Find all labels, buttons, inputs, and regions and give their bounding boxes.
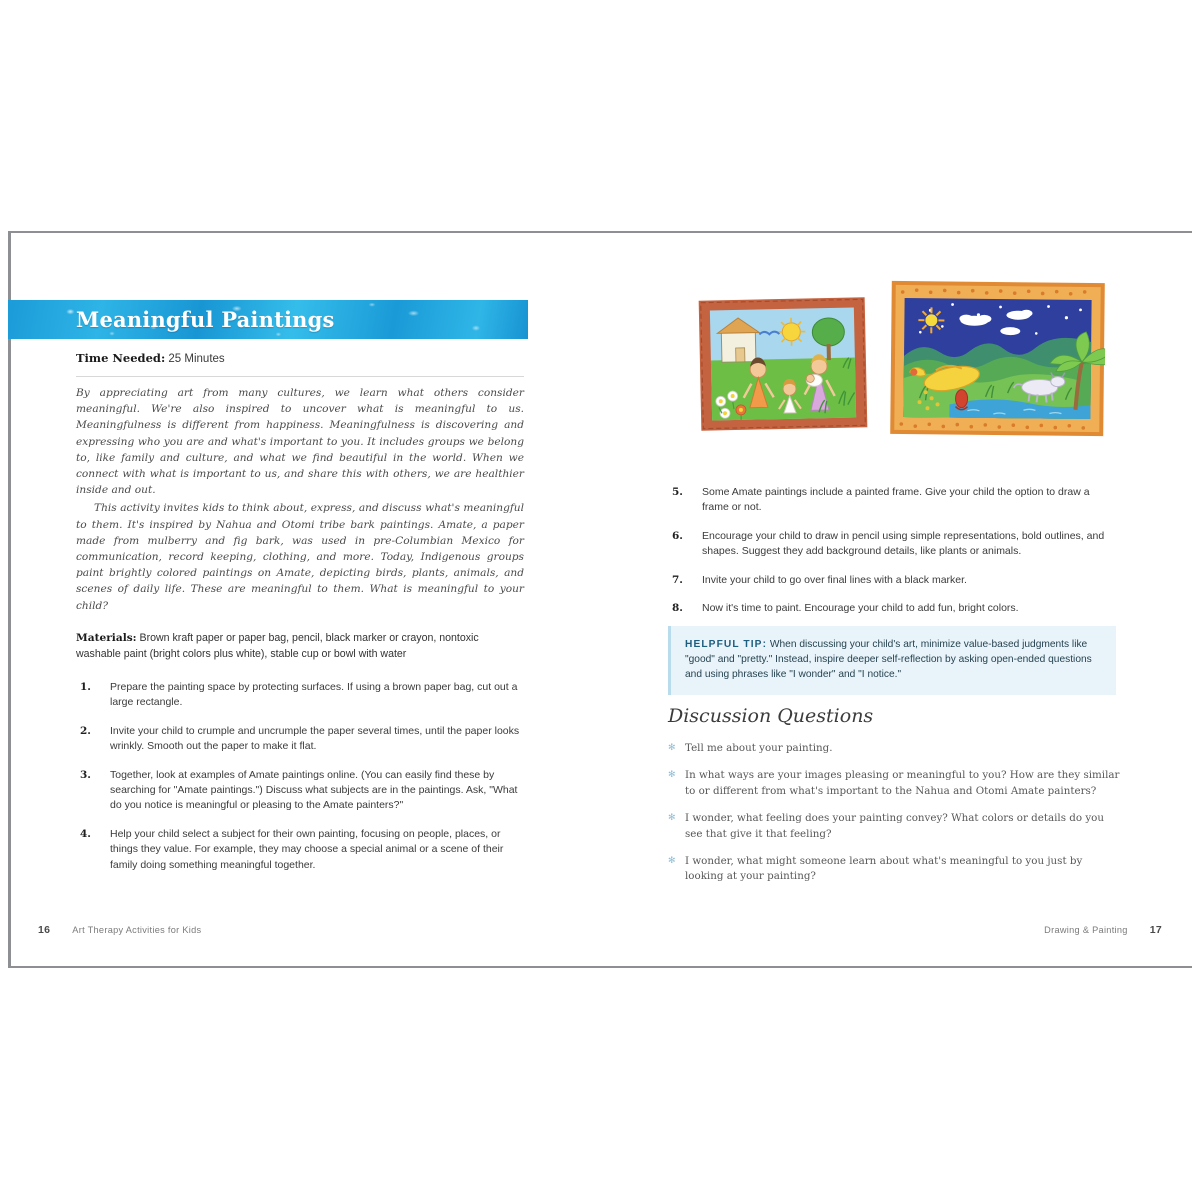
step-text: Together, look at examples of Amate paintings online. (You can easily find these by searching for "Amate paintings.") Discuss what subjects are in the paintings. Ask, "What do you notice is meaningful or pleasing to the Amate painters?" [110,768,518,812]
page-number-left: 16 [38,924,51,936]
step-text: Now it's time to paint. Encourage your child to add fun, bright colors. [702,602,1019,615]
step-number: 8. [672,602,683,615]
helpful-tip-box [668,626,1116,695]
intro-text [76,385,524,614]
question-text: I wonder, what might someone learn about what's meaningful to you just by looking at your painting? [685,855,1083,883]
tip-label: HELPFUL TIP: [685,639,768,650]
instruction-step [76,680,524,711]
step-text: Prepare the painting space by protecting surfaces. If using a brown paper bag, cut out a large rectangle. [110,681,518,709]
instruction-step [76,724,524,755]
question-text: Tell me about your painting. [685,742,833,754]
discussion-questions-list [668,741,1120,897]
materials-value: Brown kraft paper or paper bag, pencil, black marker or crayon, nontoxic washable paint (bright colors plus white), stable cup or bowl with water [76,632,479,660]
footer-left [38,924,201,936]
materials-label: Materials: [76,632,137,644]
question-text: In what ways are your images pleasing or meaningful to you? How are they similar to or different from what's important to the Nahua and Otomi Amate painters? [685,769,1120,797]
tip-text: When discussing your child's art, minimize value-based judgments like "good" and "pretty." Instead, inspire deeper self-reflection by asking open-ended questions and using phrases like "I wonder" and "I notice." [685,639,1092,681]
question-text: I wonder, what feeling does your painting convey? What colors or details do you see that give it that feeling? [685,812,1104,840]
activity-title-banner [8,300,528,339]
step-number: 5. [672,486,683,498]
book-title-footer: Art Therapy Activities for Kids [72,925,202,935]
step-text: Some Amate paintings include a painted frame. Give your child the option to draw a frame or not. [702,486,1090,514]
materials-line [76,631,524,662]
right-page [600,233,1192,966]
instruction-steps-left [76,680,524,886]
time-needed-label: Time Needed: [76,351,166,365]
step-text: Invite your child to go over final lines with a black marker. [702,573,967,586]
step-number: 7. [672,573,683,586]
step-number: 6. [672,529,683,542]
intro-paragraph-1: By appreciating art from many cultures, we learn what others consider meaningful. We're also inspired to uncover what is meaningful to us. Meaningfulness is different from happiness. Meaningfulness is discovering and expressing who you are and what's important to you. It includes groups we belong to, like family and culture, and what we find beautiful in the world. When we connect with what is important to us, and share this with others, we are healthier inside and out. [76,387,524,497]
section-title-footer: Drawing & Painting [1044,925,1128,935]
page-number-right: 17 [1149,924,1162,936]
bullet-icon: ✻ [668,743,676,753]
discussion-question [668,854,1120,885]
footer-right [1044,924,1162,936]
page-title: Meaningful Paintings [76,307,335,332]
step-number: 2. [80,724,91,737]
bullet-icon: ✻ [668,770,676,781]
bullet-icon: ✻ [668,813,676,824]
left-page [8,233,600,966]
instruction-step [668,529,1116,560]
discussion-question [668,741,1120,756]
instruction-steps-right [668,485,1116,629]
artwork-area [600,275,1192,455]
instruction-step [668,485,1116,516]
step-text: Help your child select a subject for their own painting, focusing on people, places, or things they value. For example, they may choose a special animal or a scene of their family doing something meaningful together. [110,827,504,871]
time-needed-value: 25 Minutes [165,353,225,365]
divider-rule [76,376,524,377]
discussion-question [668,811,1120,842]
discussion-questions-heading: Discussion Questions [668,705,874,727]
family-scene-painting [697,295,870,433]
instruction-step [668,573,1116,588]
intro-paragraph-2: This activity invites kids to think about, express, and discuss what's meaningful to them. It's inspired by Nahua and Otomi tribe bark paintings. Amate, a paper made from mulberry and fig bark, was used in pre-Columbian Mexico for communication, record keeping, clothing, and more. Today, Indigenous groups paint brightly colored paintings on Amate, depicting birds, plants, animals, and scenes of daily life. These are meaningful to them. What is meaningful to your child? [76,502,524,612]
instruction-step [76,827,524,873]
instruction-step [76,768,524,814]
book-spread [8,231,1192,968]
bullet-icon: ✻ [668,856,676,867]
instruction-step [668,601,1116,616]
step-text: Encourage your child to draw in pencil using simple representations, bold outlines, and shapes. Suggest they add background details, like plants or animals. [702,529,1105,558]
time-needed-line [76,351,524,365]
step-number: 1. [80,681,91,693]
step-number: 4. [80,827,91,840]
discussion-question [668,768,1120,799]
step-number: 3. [80,768,91,781]
amate-style-landscape-painting [889,280,1106,437]
step-text: Invite your child to crumple and uncrumple the paper several times, until the paper looks wrinkly. Smooth out the paper to make it flat. [110,724,520,753]
